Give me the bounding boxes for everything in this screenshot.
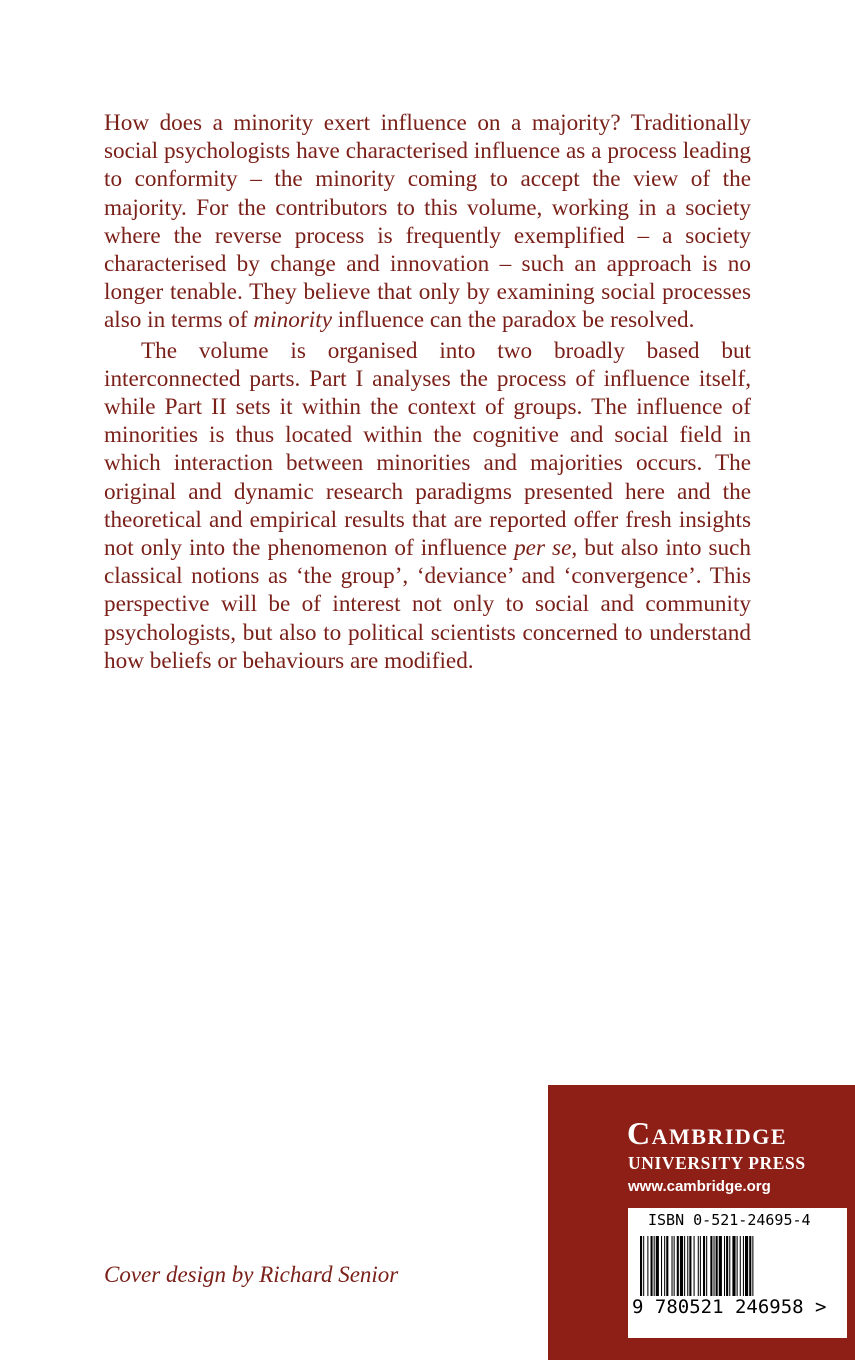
blurb-paragraph-1 [104,109,751,335]
isbn-label: ISBN 0-521-24695-4 [648,1211,811,1229]
publisher-subtitle: UNIVERSITY PRESS [628,1153,806,1173]
barcode-digits: 9 780521 246958 > [632,1296,827,1318]
barcode-box [628,1208,847,1338]
blurb-p2-text-a: The volume is organised into two broadly based but interconnected parts. Part I analyses the process of influence itself, while Part II sets it within the context of groups. The influence of minorities is thus located within the cognitive and social field in which interaction between minorities and majorities occurs. The original and dynamic research paradigms presented here and the theoretical and empirical results that are reported offer fresh insights not only into the phenomenon of influence [104,337,751,562]
blurb-p1-text-b: influence can the paradox be resolved. [331,307,695,334]
back-cover-blurb [104,109,751,675]
blurb-p2-text-b: but also into such classical notions as ‘the group’, ‘deviance’ and ‘convergence’. This perspective will be of interest not only to social and community psychologists, but also to political scientists concerned to understand how beliefs or behaviours are modified. [104,535,751,674]
blurb-paragraph-2 [104,337,751,675]
publisher-panel [548,1085,855,1360]
publisher-url: www.cambridge.org [628,1178,771,1195]
blurb-p1-text-a: How does a minority exert influence on a majority? Traditionally social psychologists have characterised influence as a process leading to conformity – the minority coming to accept the view of the majority. For the contributors to this volume, working in a society where the reverse process is frequently exemplified – a society characterised by change and innovation – such an approach is no longer tenable. They believe that only by examining social processes also in terms of [104,110,751,334]
cover-design-credit: Cover design by Richard Senior [104,1262,399,1287]
publisher-name: Cambridge [627,1115,788,1151]
blurb-p2-emphasis: per se, [514,535,578,562]
blurb-p1-emphasis: minority [253,307,332,334]
